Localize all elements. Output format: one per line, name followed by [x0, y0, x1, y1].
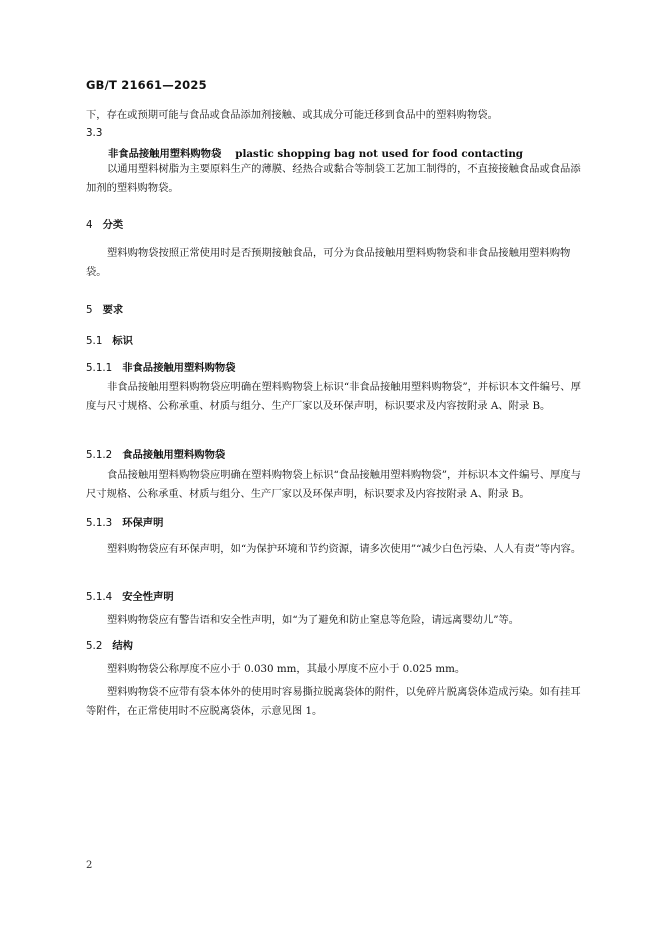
section-5-1-3-paragraph: 塑料购物袋应有环保声明，如“为保护环境和节约资源，请多次使用”“减少白色污染、人人有责”等内容。	[107, 543, 582, 555]
section-title: 结构	[112, 640, 133, 652]
term-title-cn: 非食品接触用塑料购物袋	[108, 148, 222, 160]
section-number: 5.1	[86, 335, 103, 347]
term-title	[108, 145, 523, 160]
section-5-1-2-paragraph: 食品接触用塑料购物袋应明确在塑料购物袋上标识“食品接触用塑料购物袋”，并标识本文件编号、厚度与尺寸规格、公称承重、材质与组分、生产厂家以及环保声明，标识要求及内容按附录 A、附录 B。	[86, 469, 581, 500]
term-definition: 以通用塑料树脂为主要原料生产的薄膜、经热合或黏合等制袋工艺加工制得的，不直接接触食品或食品添加剂的塑料购物袋。	[86, 163, 581, 194]
section-5-1-1-paragraph: 非食品接触用塑料购物袋应明确在塑料购物袋上标识“非食品接触用塑料购物袋”，并标识本文件编号、厚度与尺寸规格、公称承重、材质与组分、生产厂家以及环保声明，标识要求及内容按附录 A、附录 B。	[86, 381, 581, 412]
section-title: 环保声明	[122, 517, 164, 529]
section-heading-5-1-1	[86, 359, 235, 374]
section-title: 标识	[112, 335, 133, 347]
section-number: 5.1.4	[86, 591, 113, 603]
section-number: 5	[86, 304, 93, 316]
section-heading-5-1-4	[86, 588, 174, 603]
section-heading-5-1-2	[86, 446, 225, 461]
section-number: 5.1.1	[86, 362, 113, 374]
section-4-paragraph: 塑料购物袋按照正常使用时是否预期接触食品，可分为食品接触用塑料购物袋和非食品接触用塑料购物袋。	[86, 247, 571, 278]
section-title: 安全性声明	[122, 591, 174, 603]
section-heading-5-1-3	[86, 514, 163, 529]
intro-paragraph: 下，存在或预期可能与食品或食品添加剂接触、或其成分可能迁移到食品中的塑料购物袋。	[86, 109, 498, 121]
section-number: 5.1.2	[86, 449, 113, 461]
section-number: 5.2	[86, 640, 103, 652]
section-title: 要求	[102, 304, 124, 316]
section-title: 分类	[102, 219, 124, 231]
section-title: 食品接触用塑料购物袋	[122, 449, 226, 461]
section-5-1-4-paragraph: 塑料购物袋应有警告语和安全性声明，如“为了避免和防止窒息等危险，请远离婴幼儿”等。	[107, 614, 520, 626]
section-heading-5-2	[86, 637, 133, 652]
section-number: 4	[86, 219, 93, 231]
section-number: 5.1.3	[86, 517, 113, 529]
term-number: 3.3	[86, 127, 103, 139]
term-title-en: plastic shopping bag not used for food contacting	[235, 148, 524, 160]
section-title: 非食品接触用塑料购物袋	[122, 362, 236, 374]
section-heading-5-1	[86, 332, 133, 347]
section-5-2-paragraph-2: 塑料购物袋不应带有袋本体外的使用时容易撕拉脱离袋体的附件，以免碎片脱离袋体造成污染。如有挂耳等附件，在正常使用时不应脱离袋体，示意见图 1。	[86, 686, 581, 717]
section-5-2-paragraph-1: 塑料购物袋公称厚度不应小于 0.030 mm，其最小厚度不应小于 0.025 mm。	[107, 663, 466, 675]
section-heading-5	[86, 301, 123, 316]
section-heading-4	[86, 216, 123, 231]
standard-code-header: GB/T 21661—2025	[86, 78, 207, 92]
page-number: 2	[86, 860, 93, 871]
